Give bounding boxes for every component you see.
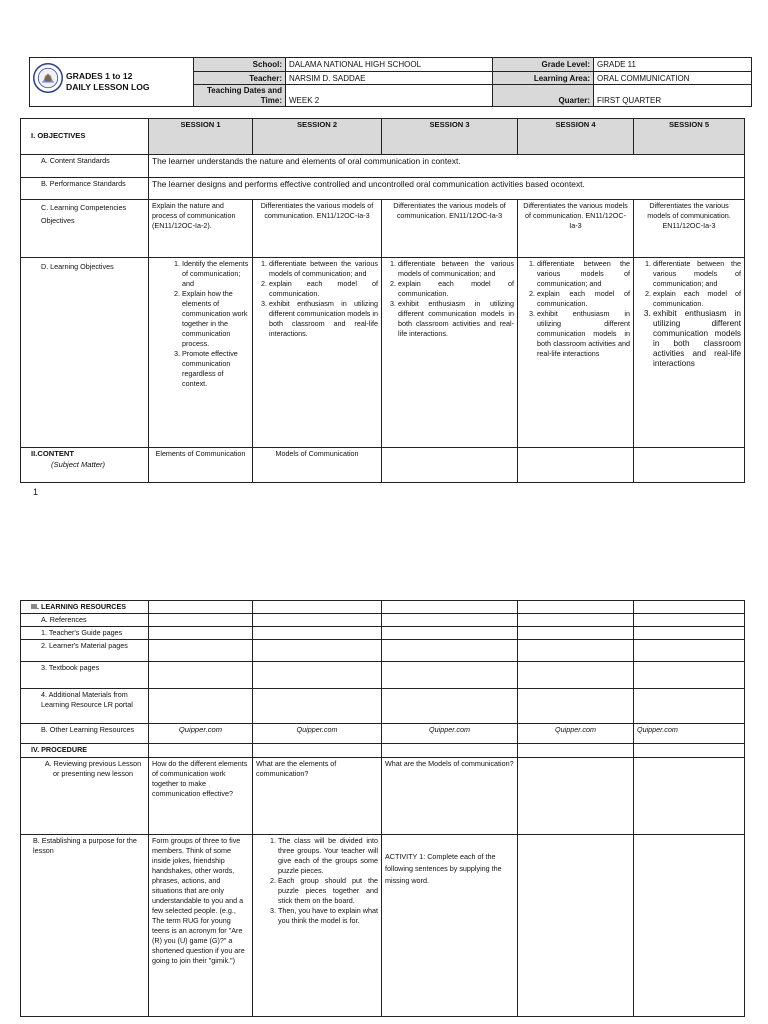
objectives-s5 bbox=[634, 258, 745, 448]
performance-standards-label: B. Performance Standards bbox=[21, 178, 149, 200]
procedure-step: 1. The class will be divided into three groups. Your teacher will give each of the groups some puzzle pieces. bbox=[278, 836, 378, 876]
objective-item: 2. explain each model of communication. bbox=[537, 289, 630, 309]
objective-item: 3. exhibit enthusiasm in utilizing different communication models in both classroom and real-life interactions. bbox=[269, 299, 378, 339]
content-s1: Elements of Communication bbox=[149, 448, 253, 483]
content-s2: Models of Communication bbox=[253, 448, 382, 483]
procedure-b-label: B. Establishing a purpose for the lesson bbox=[21, 835, 149, 1017]
dates-label: Teaching Dates and Time: bbox=[194, 85, 286, 107]
grade-level-label: Grade Level: bbox=[493, 58, 594, 72]
grade-level-value: GRADE 11 bbox=[594, 58, 752, 72]
quarter-value: FIRST QUARTER bbox=[594, 85, 752, 107]
procedure-a-s1: How do the different elements of communication work together to make communication effective? bbox=[149, 758, 253, 835]
competency-s4: Differentiates the various models of communication. EN11/12OC-Ia-3 bbox=[518, 200, 634, 258]
procedure-b-s3: ACTIVITY 1: Complete each of the following sentences by supplying the missing word. bbox=[382, 835, 518, 1017]
session-4-header: SESSION 4 bbox=[518, 119, 634, 155]
teachers-guide-label: 1. Teacher's Guide pages bbox=[21, 627, 149, 640]
content-s4 bbox=[518, 448, 634, 483]
objectives-s3 bbox=[382, 258, 518, 448]
other-resource-s3: Quipper.com bbox=[382, 724, 518, 744]
objectives-s2 bbox=[253, 258, 382, 448]
grades-label: GRADES 1 to 12 bbox=[66, 71, 133, 81]
objectives-table bbox=[20, 118, 745, 483]
resources-table bbox=[20, 600, 745, 1017]
session-3-header: SESSION 3 bbox=[382, 119, 518, 155]
other-resource-s2: Quipper.com bbox=[253, 724, 382, 744]
session-5-header: SESSION 5 bbox=[634, 119, 745, 155]
content-standards-value: The learner understands the nature and elements of oral communication in context. bbox=[149, 155, 745, 178]
objective-item: 1. differentiate between the various models of communication; and bbox=[269, 259, 378, 279]
procedure-title: IV. PROCEDURE bbox=[21, 744, 149, 758]
objective-item: 1. differentiate between the various models of communication; and bbox=[537, 259, 630, 289]
procedure-step: 2. Each group should put the puzzle pieces together and stick them on the board. bbox=[278, 876, 378, 906]
content-title: II.CONTENT bbox=[31, 449, 75, 458]
objective-item: 2. explain each model of communication. bbox=[653, 289, 741, 309]
objective-item: 3. exhibit enthusiasm in utilizing different communication models in both classroom activities and real-life interactions. bbox=[398, 299, 514, 339]
procedure-step: 3. Then, you have to explain what you think the model is for. bbox=[278, 906, 378, 926]
dll-label: DAILY LESSON LOG bbox=[66, 82, 150, 92]
page-number: 1 bbox=[33, 487, 39, 497]
session-2-header: SESSION 2 bbox=[253, 119, 382, 155]
objective-item: 1. differentiate between the various models of communication; and bbox=[653, 259, 741, 289]
school-value: DALAMA NATIONAL HIGH SCHOOL bbox=[286, 58, 493, 72]
procedure-a-label: A. Reviewing previous Lesson or presenting new lesson bbox=[21, 758, 149, 835]
performance-standards-value: The learner designs and performs effective controlled and uncontrolled oral communication activities based ocontext. bbox=[149, 178, 745, 200]
references-label: A. References bbox=[21, 614, 149, 627]
procedure-b-s2 bbox=[253, 835, 382, 1017]
content-standards-label: A. Content Standards bbox=[21, 155, 149, 178]
additional-materials-label: 4. Additional Materials from Learning Resource LR portal bbox=[21, 689, 149, 724]
learning-area-label: Learning Area: bbox=[493, 72, 594, 85]
other-resources-label: B. Other Learning Resources bbox=[21, 724, 149, 744]
learning-area-value: ORAL COMMUNICATION bbox=[594, 72, 752, 85]
other-resource-s1: Quipper.com bbox=[149, 724, 253, 744]
objective-item: 2. explain each model of communication. bbox=[398, 279, 514, 299]
learning-objectives-label: D. Learning Objectives bbox=[21, 258, 149, 448]
competency-s2: Differentiates the various models of communication. EN11/12OC-Ia-3 bbox=[253, 200, 382, 258]
objective-item: 2. Explain how the elements of communication work together in the communication process. bbox=[182, 289, 249, 349]
objective-item: 1. differentiate between the various models of communication; and bbox=[398, 259, 514, 279]
dates-value: WEEK 2 bbox=[286, 85, 493, 107]
objective-item: 3. exhibit enthusiasm in utilizing different communication models in both classroom activities and real-life interactions bbox=[653, 309, 741, 369]
learners-material-label: 2. Learner's Material pages bbox=[21, 640, 149, 662]
objective-item: 3. Promote effective communication regardless of context. bbox=[182, 349, 249, 389]
competency-s1: Explain the nature and process of communication (EN11/12OC-Ia-2). bbox=[149, 200, 253, 258]
objective-item: 2. explain each model of communication. bbox=[269, 279, 378, 299]
teacher-value: NARSIM D. SADDAE bbox=[286, 72, 493, 85]
quarter-label: Quarter: bbox=[493, 85, 594, 107]
objectives-title: I. OBJECTIVES bbox=[31, 131, 86, 141]
content-s3 bbox=[382, 448, 518, 483]
objective-item: 3. exhibit enthusiasm in utilizing different communication models in both classroom activities and real-life interactions bbox=[537, 309, 630, 359]
header-table bbox=[29, 57, 752, 107]
procedure-a-s3: What are the Models of communication? bbox=[382, 758, 518, 835]
other-resource-s5: Quipper.com bbox=[634, 724, 745, 744]
objective-item: 1. Identify the elements of communication; and bbox=[182, 259, 249, 289]
content-subtitle: (Subject Matter) bbox=[51, 459, 106, 469]
competencies-label: C. Learning Competencies Objectives bbox=[21, 200, 149, 258]
content-s5 bbox=[634, 448, 745, 483]
teacher-label: Teacher: bbox=[194, 72, 286, 85]
objectives-s1 bbox=[149, 258, 253, 448]
objectives-s4 bbox=[518, 258, 634, 448]
textbook-label: 3. Textbook pages bbox=[21, 662, 149, 689]
procedure-b-s1: Form groups of three to five members. Think of some inside jokes, friendship handshakes, other words, phrases, actions, and situations that are only understandable to you and a few selected people. (e.g., The term RUG for young teens is an acronym for "Are (R) you (U) game (G)?" a shortened question if you are going to join their "gimik.") bbox=[149, 835, 253, 1017]
resources-title: III. LEARNING RESOURCES bbox=[21, 601, 149, 614]
school-label: School: bbox=[194, 58, 286, 72]
session-1-header: SESSION 1 bbox=[149, 119, 253, 155]
procedure-a-s2: What are the elements of communication? bbox=[253, 758, 382, 835]
competency-s3: Differentiates the various models of communication. EN11/12OC-Ia-3 bbox=[382, 200, 518, 258]
competency-s5: Differentiates the various models of communication. EN11/12OC-Ia-3 bbox=[634, 200, 745, 258]
other-resource-s4: Quipper.com bbox=[518, 724, 634, 744]
